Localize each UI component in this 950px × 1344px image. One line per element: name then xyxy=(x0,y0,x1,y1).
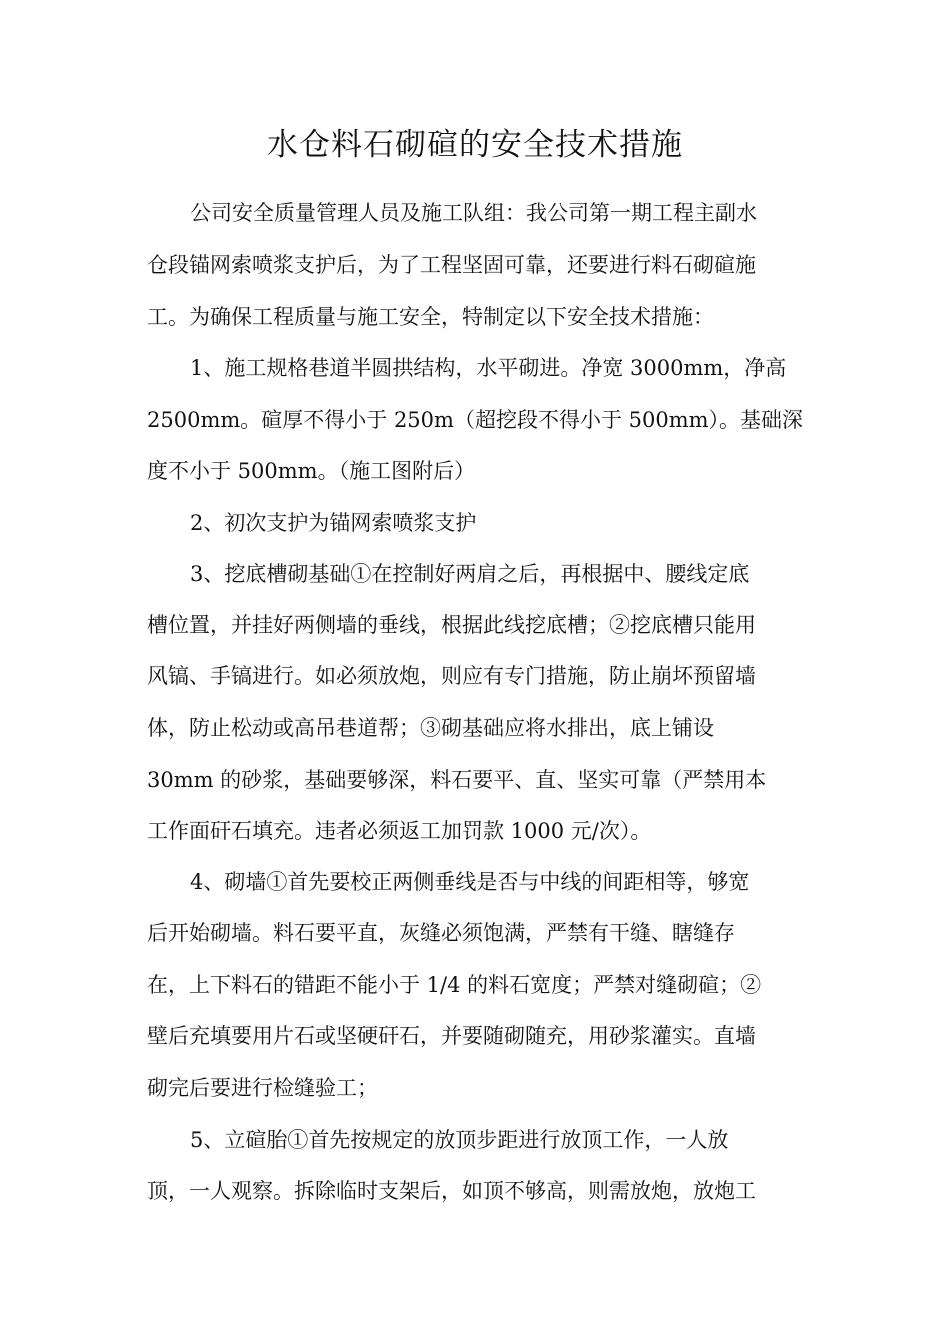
paragraph-line: 工作面矸石填充。违者必须返工加罚款 1000 元/次）。 xyxy=(147,819,652,843)
paragraph-line: 2、初次支护为锚网索喷浆支护 xyxy=(190,511,477,535)
paragraph-line: 在，上下料石的错距不能小于 1/4 的料石宽度；严禁对缝砌碹；② xyxy=(147,973,762,997)
paragraph-line: 公司安全质量管理人员及施工队组：我公司第一期工程主副水 xyxy=(190,201,757,225)
paragraph-line: 2500mm。碹厚不得小于 250m（超挖段不得小于 500mm）。基础深 xyxy=(147,408,804,432)
paragraph-line: 体，防止松动或高吊巷道帮；③砌基础应将水排出，底上铺设 xyxy=(147,716,714,740)
paragraph-line: 风镐、手镐进行。如必须放炮，则应有专门措施，防止崩坏预留墙 xyxy=(147,664,756,688)
paragraph-line: 砌完后要进行检缝验工； xyxy=(147,1076,378,1100)
paragraph-line: 度不小于 500mm。（施工图附后） xyxy=(147,459,476,483)
paragraph-line: 3、挖底槽砌基础①在控制好两肩之后，再根据中、腰线定底 xyxy=(190,562,750,586)
paragraph-line: 后开始砌墙。料石要平直，灰缝必须饱满，严禁有干缝、瞎缝存 xyxy=(147,921,735,945)
paragraph-line: 顶，一人观察。拆除临时支架后，如顶不够高，则需放炮，放炮工 xyxy=(147,1179,756,1203)
document-title: 水仓料石砌碹的安全技术措施 xyxy=(267,127,683,163)
paragraph-line: 仓段锚网索喷浆支护后，为了工程坚固可靠，还要进行料石砌碹施 xyxy=(147,253,756,277)
paragraph-line: 30mm 的砂浆，基础要够深，料石要平、直、坚实可靠（严禁用本 xyxy=(147,768,767,792)
paragraph-line: 1、施工规格巷道半圆拱结构，水平砌进。净宽 3000mm，净高 xyxy=(190,356,787,380)
paragraph-line: 槽位置，并挂好两侧墙的垂线，根据此线挖底槽；②挖底槽只能用 xyxy=(147,613,756,637)
paragraph-line: 工。为确保工程质量与施工安全，特制定以下安全技术措施： xyxy=(147,305,714,329)
paragraph-line: 5、立碹胎①首先按规定的放顶步距进行放顶工作，一人放 xyxy=(190,1128,729,1152)
paragraph-line: 4、砌墙①首先要校正两侧垂线是否与中线的间距相等，够宽 xyxy=(190,870,750,894)
paragraph-line: 壁后充填要用片石或坚硬矸石，并要随砌随充，用砂浆灌实。直墙 xyxy=(147,1024,756,1048)
